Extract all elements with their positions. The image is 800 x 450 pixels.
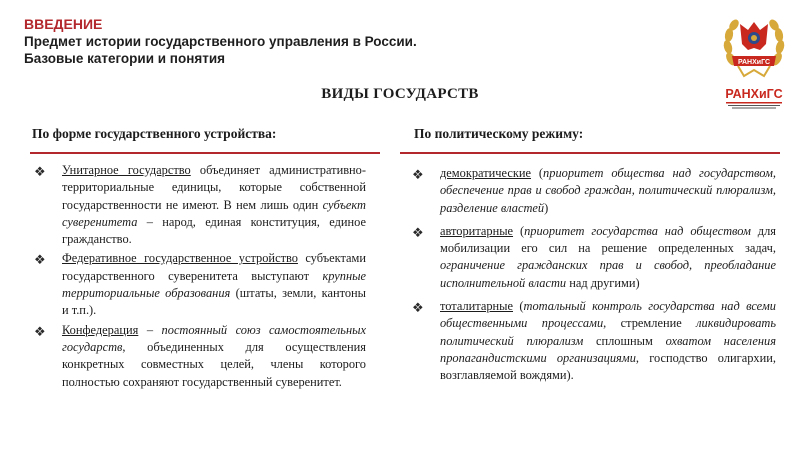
diamond-bullet-icon: ❖ [34, 164, 46, 179]
list-item: ❖ Унитарное государство объединяет административно-территориальные единицы, которые собственной государственности не имеют. В нем лишь один субъект суверенитета – народ, единая конституция, единое гражданство. [34, 163, 366, 247]
logo-band-text: РАНХиГС [737, 59, 771, 66]
section-kicker: ВВЕДЕНИЕ [24, 16, 103, 32]
right-divider [400, 152, 780, 154]
diamond-bullet-icon: ❖ [34, 323, 46, 339]
diamond-bullet-icon: ❖ [34, 252, 46, 268]
list-item: ❖ Конфедерация – постоянный союз самостоятельных государств, объединенных для осуществления конкретных совместных целей, члены которого полностью сохраняют государственный суверенитет. [34, 322, 366, 389]
term-authoritarian: авторитарные [440, 223, 514, 238]
term-democratic: демократические [440, 166, 531, 180]
term-totalitarian: тоталитарные [440, 299, 513, 314]
term-confederation: Конфедерация [62, 322, 139, 337]
state-structure-list [34, 162, 366, 393]
list-item: ❖ авторитарные (приоритет государства над обществом для мобилизации его сил на решение определенных задач, ограничение гражданских прав и свобод, преобладание исполнительной власти над другими) [412, 223, 776, 290]
slide-title-line-2: Базовые категории и понятия [24, 51, 226, 66]
list-item: ❖ демократические (приоритет общества над государством, обеспечение прав и свобод граждан, политический плюрализм, разделение властей) [412, 166, 776, 215]
slide-header [24, 16, 417, 67]
slide-title-line-1: Предмет истории государственного управления в России. [24, 34, 417, 49]
diamond-bullet-icon: ❖ [412, 300, 424, 316]
diamond-bullet-icon: ❖ [412, 167, 424, 182]
political-regime-list [412, 165, 776, 391]
diamond-bullet-icon: ❖ [412, 224, 424, 240]
list-item: ❖ тоталитарные (тотальный контроль государства над всеми общественными процессами, стремление ликвидировать политический плюрализм сплошным охватом населения пропагандистскими организациями, господство олигархии, возглавляемой вождями). [412, 299, 776, 383]
list-item: ❖ Федеративное государственное устройство субъектами государственного суверенитета выступают крупные территориальные образования (штаты, земли, кантоны и т.п.). [34, 251, 367, 318]
term-unitary: Унитарное государство [62, 163, 191, 177]
term-federal: Федеративное государственное устройство [62, 251, 298, 266]
right-column-heading: По политическому режиму: [414, 126, 584, 141]
left-column-heading: По форме государственного устройства: [32, 126, 277, 141]
main-title: ВИДЫ ГОСУДАРСТВ [321, 86, 479, 102]
logo-text: РАНХиГС [725, 87, 783, 101]
left-divider [30, 152, 380, 154]
